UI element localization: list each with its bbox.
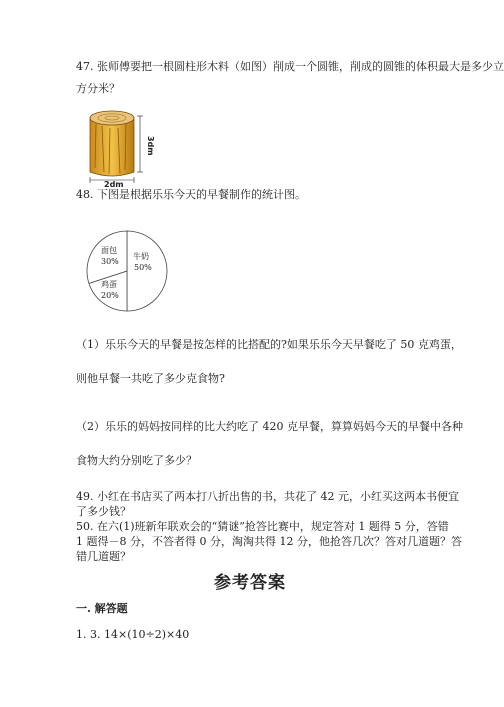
pie-chart xyxy=(82,226,172,316)
q49-line2: 了多少钱？ xyxy=(76,505,131,518)
q50-line2: 1 题得－8 分，不答者得 0 分，淘淘共得 12 分，他抢答几次？答对几道题？答 xyxy=(76,535,462,548)
q49-line1: 49. 小红在书店买了两本打八折出售的书，共花了 42 元，小红买这两本书便宜 xyxy=(76,490,459,503)
q48-sub2-line1: （2）乐乐的妈妈按同样的比大约吃了 420 克早餐，算算妈妈今天的早餐中各种 xyxy=(76,420,463,433)
q48-sub1-line1: （1）乐乐今天的早餐是按怎样的比搭配的?如果乐乐今天早餐吃了 50 克鸡蛋， xyxy=(76,338,462,351)
log-top xyxy=(90,111,134,125)
q48-sub1-line2: 则他早餐一共吃了多少克食物? xyxy=(76,372,225,385)
q50-line1: 50. 在六(1)班新年联欢会的“猜谜”抢答比赛中，规定答对 1 题得 5 分，答错 xyxy=(76,520,449,533)
answer-1: 1. 3. 14×(10÷2)×40 xyxy=(76,628,190,641)
slice-value-bread: 30% xyxy=(101,257,119,266)
log-figure xyxy=(82,106,154,188)
slice-label-egg: 鸡蛋 xyxy=(101,280,117,289)
slice-value-egg: 20% xyxy=(101,291,119,300)
q47-line1: 47. 张师傅要把一根圆柱形木料（如图）削成一个圆锥，削成的圆锥的体积最大是多少立 xyxy=(76,60,504,73)
q48-sub2-line2: 食物大约分别吃了多少？ xyxy=(76,454,197,467)
height-label: 3dm xyxy=(146,136,155,156)
log-body xyxy=(90,118,134,176)
slice-label-milk: 牛奶 xyxy=(133,252,149,261)
q50-line3: 错几道题？ xyxy=(76,550,131,563)
q47-line2: 方分米？ xyxy=(76,82,120,95)
answers-section: 一. 解答题 xyxy=(76,602,128,615)
diameter-label: 2dm xyxy=(104,180,124,189)
slice-value-milk: 50% xyxy=(134,263,152,272)
q48-title: 48. 下图是根据乐乐今天的早餐制作的统计图。 xyxy=(76,188,306,201)
slice-label-bread: 面包 xyxy=(101,246,117,255)
answers-heading: 参考答案 xyxy=(214,573,286,593)
